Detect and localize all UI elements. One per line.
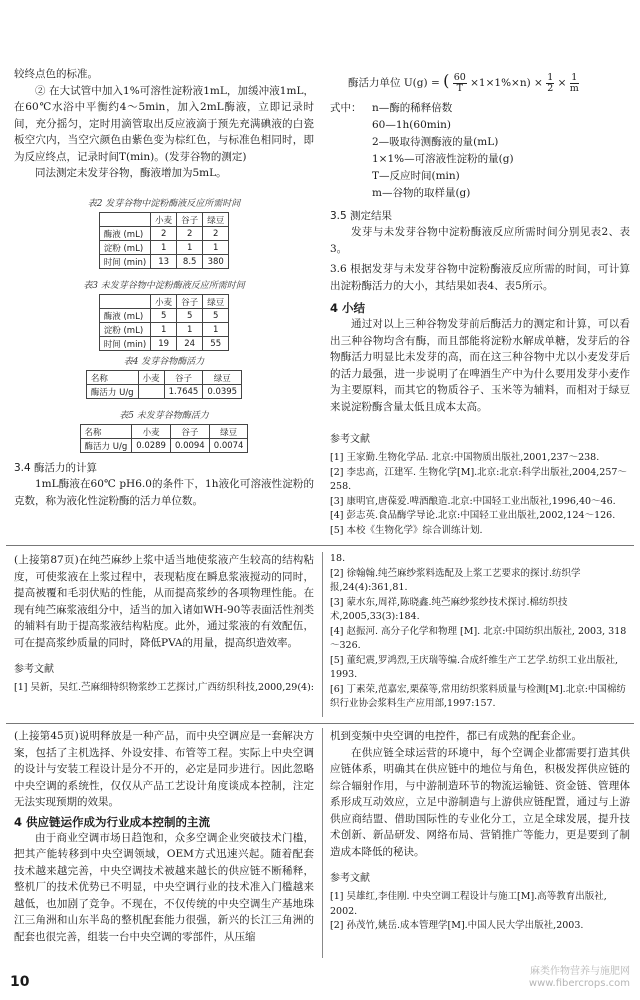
section-3-5-heading: 3.5 测定结果: [330, 210, 393, 222]
section-3-4-body: 1mL酶液在60℃ pH6.0的条件下，1h液化可溶液性淀粉的克数，称为液化性淀粉酶的活力单位数。: [14, 478, 314, 507]
reference-item: [2] 徐翰翰.纯苎麻纱浆料选配及上浆工艺要求的探讨.纺织学报,24(4):361,81.: [330, 567, 581, 593]
activity-formula: [330, 66, 630, 98]
references-heading: 参考文献: [330, 434, 370, 445]
table-5-block: [44, 410, 284, 453]
paragraph-endpoint-standard: 较终点色的标准。: [14, 68, 98, 80]
section-supply-chain-heading: 4 供应链运作成为行业成本控制的主流: [14, 814, 211, 829]
table-3: [99, 294, 229, 351]
page-number: 10: [10, 974, 30, 990]
table-3-block: [44, 280, 284, 351]
paragraph-procedure: ② 在大试管中加入1%可溶性淀粉液1mL，加缓冲液1mL，在60℃水浴中平衡约4～5min，加入2mL酶液，立即记录时间，充分摇匀，定时用滴管取出反应液滴于预先充满碘液的白瓷板空穴内，当空穴颜色由紫色变为棕红色，与标准色相同时，即为反应终点，记录时间T(min)。(发芽谷物的测定): [14, 84, 314, 163]
section-3-5-body: 发芽与未发芽谷物中淀粉酶液反应所需时间分别见表2、表3。: [330, 226, 630, 255]
watermark-title: 麻类作物营养与施肥网: [530, 966, 630, 977]
watermark: [430, 966, 630, 990]
references-list: [330, 451, 630, 538]
section-3-6-body: 3.6 根据发芽与未发芽谷物中淀粉酶液反应所需的时间，可计算出淀粉酶活力的大小，其结果如表4、表5所示。: [330, 263, 630, 292]
table-row: 淀粉 (mL) 1 1 1: [99, 323, 228, 337]
reference-item: [1] 吴雄红,李佳刚. 中央空调工程设计与施工[M].高等教育出版社, 2002.: [330, 891, 607, 917]
reference-item: [1] 吴新，吴红.苎麻细特织物浆纱工艺探讨,广西纺织科技,2000,29(4):: [14, 682, 314, 693]
table-header-row: 名称 小麦 谷子 绿豆: [80, 425, 248, 439]
section-divider-top: [6, 545, 634, 546]
reference-item: [3] 蒙水东,周祥,陈晓鑫.纯苎麻纱浆纱技术探讨.棉纺织技术,2005,33(3):184.: [330, 596, 568, 622]
continued-from-87: [14, 552, 314, 696]
reference-item: [5] 董纪震,罗鸿烈,王庆瑞等编.合成纤维生产工艺学.纺织工业出版社, 1993.: [330, 654, 619, 680]
section-divider-bottom: [6, 723, 634, 724]
paragraph-compressor: 机到变频中央空调的电控件，都已有成熟的配套企业。: [330, 730, 582, 742]
paragraph-central-ac-solution: (上接第45页)说明释放是一种产品，而中央空调应是一套解决方案，包括了主机选择、外设安排、布管等工程。实际上中央空调的设计与安装工程设计是分不开的，必定是同步进行。因此忽略中央空调的系统性，仅仅从产品工艺设计角度谈成本控制，注定无法实现预期的效果。: [14, 730, 314, 808]
table-row: 酶液 (mL) 2 2 2: [99, 227, 228, 241]
definition-item: 2—吸取待测酶液的量(mL): [372, 136, 499, 148]
formula-fraction-60-over-t: $\frac{60}{T}$: [453, 71, 466, 94]
table-2-block: [44, 198, 284, 269]
reference-item: [2] 孙茂竹,姚岳.成本管理学[M].中国人民大学出版社,2003.: [330, 920, 584, 931]
reference-item: [4] 赵振河. 高分子化学和物理 [M]. 北京:中国纺织出版社, 2003, 318～326.: [330, 625, 627, 651]
section-4-body: 通过对以上三种谷物发芽前后酶活力的测定和计算，可以看出三种谷物均含有酶，而且部能将淀粉水解成单糖，发芽后的谷物酶活力明显比未发芽的高，而在这三种谷物中尤以小麦发芽后的活力最强，进一步说明了在啤酒生产中为什么要用发芽小麦作为主要原料，而其它的物质谷子、玉米等为辅料，而相对于绿豆来说淀粉酶含量太低且成本太高。: [330, 318, 630, 413]
reference-item: [3] 康明官,唐葆爱.啤酒酿造.北京:中国轻工业出版社,1996,40～46.: [330, 495, 616, 507]
reference-item: 18.: [330, 553, 346, 564]
table-row: 时间 (min) 13 8.5 380: [99, 255, 228, 269]
table-4-block: [44, 356, 284, 399]
formula-middle: ×1×1%×n) ×: [470, 77, 543, 89]
table-3-caption: 表3 未发芽谷物中淀粉酶液反应所需时间: [83, 281, 245, 291]
section-3-4: [14, 460, 314, 509]
reference-item: [6] 丁素荣,范嘉宏,栗葆等,常用纺织浆料质量与检测[M].北京:中国棉纺织行业协会浆料生产应用部,1997:157.: [330, 683, 626, 709]
column-divider-b: [322, 552, 323, 717]
reference-item: [5] 本校《生物化学》综合训练计划.: [330, 524, 483, 536]
formula-times: ×: [557, 77, 567, 89]
paragraph-sizing: (上接第87页)在纯苎麻纱上浆中适当地使浆液产生较高的结构粘度，可使浆液在上浆过程中，表现粘度在瞬息浆液搅动的同时，提高被覆和毛羽伏贴的性能，从而提高浆纱的各项物理性能。在现有纯苎麻浆液组分中，适当的加入诸如WH-90等表面活性剂类的辅料有助于提高浆液结构粘度。此外，通过浆液的有效配伍，可在提高浆纱质量的同时，降低PVA的用量，提高织造效率。: [14, 554, 314, 649]
table-5: [80, 424, 249, 453]
formula-fraction-one-over-m: $\frac{1}{m}$: [569, 71, 579, 94]
formula-lhs: 酶活力单位 U(g) =: [348, 77, 440, 89]
references-heading: 参考文献: [14, 664, 54, 675]
paragraph-oem: 由于商业空调市场日趋饱和，众多空调企业突破技术门槛，把其产能转移到中央空调领域，OEM方式迅速兴起。随着配套技术越来越完善，中央空调技术被越来越长的供应链不断稀释，整机厂的技术优势已不明显，中央空调行业的技术准入门槛越来越低，也加剧了竞争。不现在，不仅传统的中央空调生产基地珠江三角洲和山东半岛的整机配套能力很强，新兴的长江三角洲的配套也很完善，组装一台中央空调的零部件，从压缩: [14, 831, 314, 943]
definition-item: 1×1%—可溶液性淀粉的量(g): [372, 153, 514, 165]
table-4: [86, 370, 242, 399]
table-row: 酶液 (mL) 5 5 5: [99, 309, 228, 323]
continued-from-45: [14, 728, 314, 945]
paragraph-global-supply-chain: 在供应链全球运营的环境中，每个空调企业都需要打造其供应链体系，明确其在供应链中的地位与角色，积极发挥供应链的综合辐射作用，与中游制造环节的物流运输链、资金链、管理体系形成互动效应，立足中游制造与上游供应链配置，通过与上游供应商结盟、借助国际性的专业化分工，立足全球发展，提升技术创新、新品研发、网络布局、营销推广等能力，更是要到了制造成本降低的秘诀。: [330, 746, 630, 858]
left-column-upper: [14, 66, 314, 182]
watermark-url: www.fibercrops.com: [528, 978, 630, 989]
definition-item: m—谷物的取样量(g): [372, 187, 471, 199]
formula-definitions: [330, 100, 630, 202]
continued-references-b: [330, 552, 630, 712]
definition-item: 60—1h(60min): [372, 119, 451, 131]
table-4-caption: 表4 发芽谷物酶活力: [123, 357, 205, 367]
section-3-4-heading: 3.4 酶活力的计算: [14, 462, 98, 474]
reference-item: [4] 彭志英.食品酶学导论.北京:中国轻工业出版社,2002,124～126.: [330, 510, 616, 521]
where-label: 式中：: [330, 102, 362, 114]
table-2-caption: 表2 发芽谷物中淀粉酶液反应所需时间: [87, 199, 241, 209]
column-divider-c: [322, 728, 323, 958]
reference-item: [1] 王家勤.生物化学品. 北京:中国物质出版社,2001,237～238.: [330, 452, 600, 463]
paragraph-ungerminated-method: 同法测定未发芽谷物，酶液增加为5mL。: [35, 167, 227, 179]
table-row: 淀粉 (mL) 1 1 1: [99, 241, 228, 255]
definition-item: T—反应时间(min): [372, 170, 460, 182]
table-row: 酶活力 U/g 0.0289 0.0094 0.0074: [80, 439, 248, 453]
table-header-row: 小麦 谷子 绿豆: [99, 295, 228, 309]
section-4-heading: 4 小结: [330, 301, 366, 315]
definition-item: n—酶的稀释倍数: [372, 102, 453, 114]
table-row: 酶活力 U/g 1.7645 0.0395: [86, 385, 241, 399]
right-column-upper: [330, 66, 630, 538]
table-header-row: 小麦 谷子 绿豆: [99, 213, 228, 227]
reference-item: [2] 李忠高，江建军. 生物化学[M].北京:北京:科学出版社,2004,257～258.: [330, 466, 627, 492]
references-heading: 参考文献: [330, 873, 370, 884]
table-header-row: 名称 小麦 谷子 绿豆: [86, 371, 241, 385]
supply-chain-right: [330, 728, 630, 934]
table-5-caption: 表5 未发芽谷物酶活力: [119, 411, 209, 421]
table-2: [99, 212, 229, 269]
formula-fraction-one-half: $\frac{1}{2}$: [547, 71, 554, 94]
table-row: 时间 (min) 19 24 55: [99, 337, 228, 351]
formula-paren: (: [443, 71, 450, 90]
